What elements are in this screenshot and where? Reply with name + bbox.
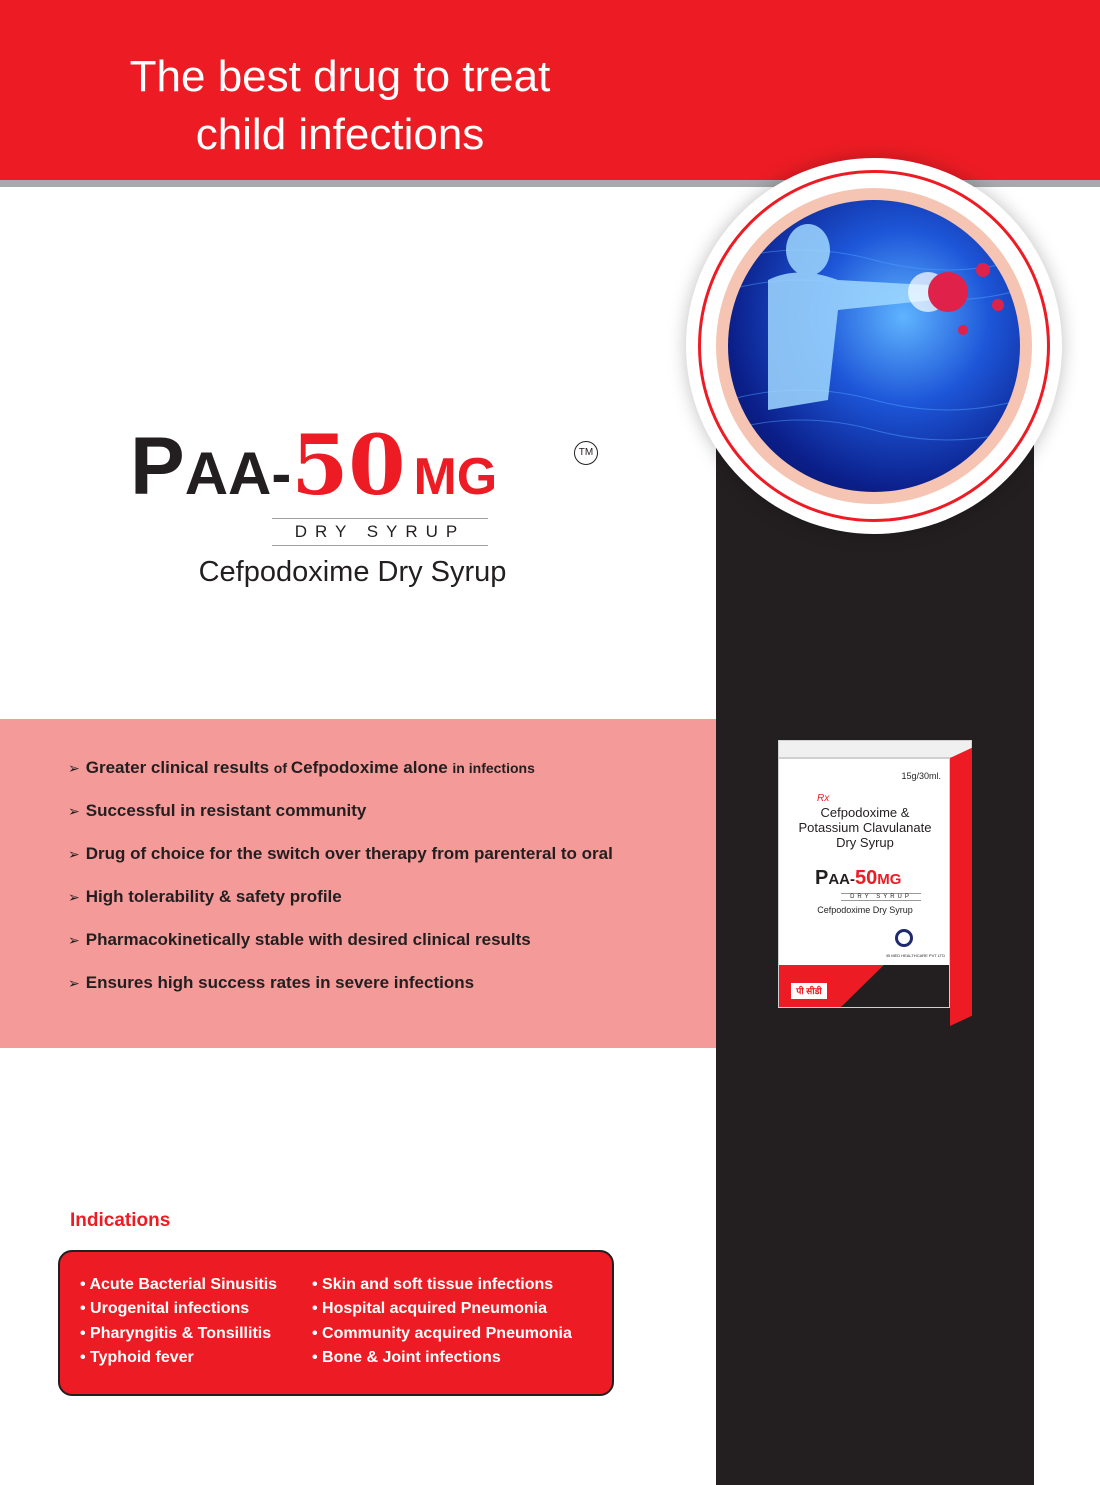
arrow-icon: ➢	[68, 846, 80, 862]
arrow-icon: ➢	[68, 932, 80, 948]
feature-text: Successful in resistant community	[85, 801, 367, 820]
brand-unit: MG	[413, 448, 498, 506]
indication-item: • Community acquired Pneumonia	[312, 1324, 572, 1342]
composition-line: Potassium Clavulanate	[798, 820, 932, 835]
generic-name: Cefpodoxime Dry Syrup	[198, 556, 507, 588]
package-composition	[789, 805, 941, 850]
brand-name	[130, 418, 630, 514]
composition-line: Cefpodoxime &	[820, 805, 910, 820]
feature-text: Drug of choice for the switch over therapy from parenteral to oral	[85, 844, 613, 863]
feature-text: Pharmacokinetically stable with desired clinical results	[85, 930, 531, 949]
company-logo-icon	[895, 929, 913, 947]
package-brand-initial: P	[815, 867, 829, 889]
indication-item: • Hospital acquired Pneumonia	[312, 1300, 547, 1318]
brand-strength: 50	[291, 418, 406, 514]
product-package	[778, 740, 974, 1008]
feature-text: Greater clinical results	[85, 758, 274, 777]
company-name: IB MED HEALTHCARE PVT LTD	[886, 953, 945, 958]
feature-text: in infections	[452, 760, 535, 776]
feature-item	[68, 801, 613, 844]
feature-item	[68, 973, 613, 1016]
arrow-icon: ➢	[68, 975, 80, 991]
headline	[40, 48, 640, 164]
package-tag: पी सीडी	[791, 983, 827, 999]
divider	[272, 518, 488, 519]
trademark-symbol: TM	[574, 441, 598, 465]
feature-item	[68, 844, 613, 887]
features-list	[68, 758, 613, 1016]
package-dosage-form: DRY SYRUP	[841, 893, 921, 901]
feature-item	[68, 758, 613, 801]
feature-text: High tolerability & safety profile	[85, 887, 342, 906]
package-generic-name: Cefpodoxime Dry Syrup	[817, 905, 913, 915]
arrow-icon: ➢	[68, 760, 80, 776]
divider	[272, 545, 488, 546]
headline-line-2: child infections	[195, 110, 485, 159]
feature-text: Ensures high success rates in severe infections	[85, 973, 475, 992]
package-size: 15g/30ml.	[901, 771, 941, 781]
indication-item: • Acute Bacterial Sinusitis	[80, 1276, 278, 1293]
feature-text: Cefpodoxime alone	[290, 758, 453, 777]
indications-list-right	[312, 1276, 572, 1373]
package-top	[778, 740, 972, 758]
package-brand-unit: MG	[877, 871, 902, 888]
feature-item	[68, 930, 613, 973]
indication-item: • Pharyngitis & Tonsillitis	[80, 1324, 272, 1342]
package-brand	[815, 867, 901, 890]
rx-symbol: Rx	[817, 793, 830, 804]
package-front	[778, 758, 950, 1008]
arrow-icon: ➢	[68, 803, 80, 819]
dosage-form: DRY SYRUP	[294, 522, 466, 541]
headline-line-1: The best drug to treat	[129, 52, 551, 101]
package-brand-strength: 50	[855, 867, 878, 889]
package-side	[950, 748, 972, 1026]
indications-title: Indications	[70, 1210, 171, 1231]
package-brand-letters: AA-	[828, 871, 856, 888]
indication-item: • Skin and soft tissue infections	[312, 1276, 554, 1293]
composition-line: Dry Syrup	[836, 835, 894, 850]
indication-item: • Bone & Joint infections	[312, 1348, 501, 1366]
brand-letters: AA-	[184, 440, 292, 507]
human-fighting-virus-illustration	[728, 200, 1020, 492]
hero-illustration	[728, 200, 1020, 492]
indication-item: • Typhoid fever	[80, 1348, 194, 1366]
arrow-icon: ➢	[68, 889, 80, 905]
indications-list-left	[80, 1276, 277, 1373]
feature-item	[68, 887, 613, 930]
feature-text: of	[273, 760, 291, 776]
indication-item: • Urogenital infections	[80, 1300, 250, 1318]
brand-initial: P	[130, 421, 185, 512]
